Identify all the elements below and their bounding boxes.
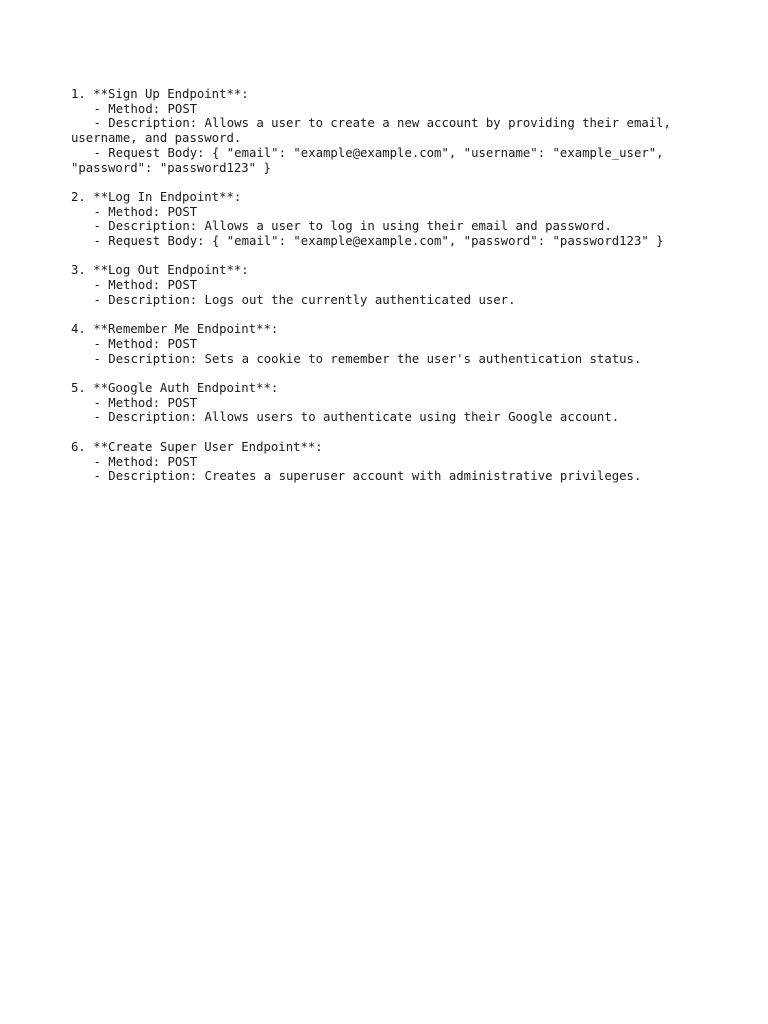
endpoint-description: - Description: Allows a user to create a new account by providing their email, bbox=[93, 116, 671, 131]
endpoint-heading: 5. **Google Auth Endpoint**: bbox=[71, 381, 279, 395]
endpoint-description: - Description: Allows a user to log in using their email and password. bbox=[93, 219, 612, 234]
endpoint-heading: 2. **Log In Endpoint**: bbox=[71, 189, 242, 204]
endpoint-method: - Method: POST bbox=[93, 454, 198, 469]
endpoint-method: - Method: POST bbox=[93, 204, 198, 219]
endpoint-request-body: - Request Body: { "email": "example@example.com", "password": "password123" } bbox=[93, 234, 664, 249]
endpoint-request-body: - Request Body: { "email": "example@example.com", "username": "example_user", bbox=[93, 145, 664, 160]
endpoint-heading: 3. **Log Out Endpoint**: bbox=[71, 263, 249, 278]
endpoint-heading: 4. **Remember Me Endpoint**: bbox=[71, 322, 279, 337]
endpoint-method: - Method: POST bbox=[93, 278, 198, 293]
endpoint-description-continued: username, and password. bbox=[71, 131, 242, 146]
endpoint-description: - Description: Sets a cookie to remember the user's authentication status. bbox=[93, 351, 642, 366]
endpoint-description: - Description: Allows users to authenticate using their Google account. bbox=[93, 410, 620, 425]
endpoint-list bbox=[71, 87, 701, 499]
endpoint-request-body-continued: "password": "password123" } bbox=[71, 160, 271, 175]
endpoint-item-create-super-user bbox=[71, 440, 701, 484]
endpoint-description: - Description: Logs out the currently authenticated user. bbox=[93, 292, 516, 307]
endpoint-item-log-out bbox=[71, 263, 701, 307]
endpoint-item-sign-up bbox=[71, 87, 701, 175]
endpoint-method: - Method: POST bbox=[93, 101, 198, 116]
endpoint-method: - Method: POST bbox=[93, 336, 198, 351]
endpoint-item-remember-me bbox=[71, 322, 701, 366]
endpoint-item-log-in bbox=[71, 190, 701, 249]
endpoint-heading: 1. **Sign Up Endpoint**: bbox=[71, 87, 249, 101]
endpoint-item-google-auth bbox=[71, 381, 701, 425]
endpoint-method: - Method: POST bbox=[93, 395, 198, 410]
endpoint-description: - Description: Creates a superuser account with administrative privileges. bbox=[93, 469, 642, 484]
endpoint-heading: 6. **Create Super User Endpoint**: bbox=[71, 439, 323, 454]
